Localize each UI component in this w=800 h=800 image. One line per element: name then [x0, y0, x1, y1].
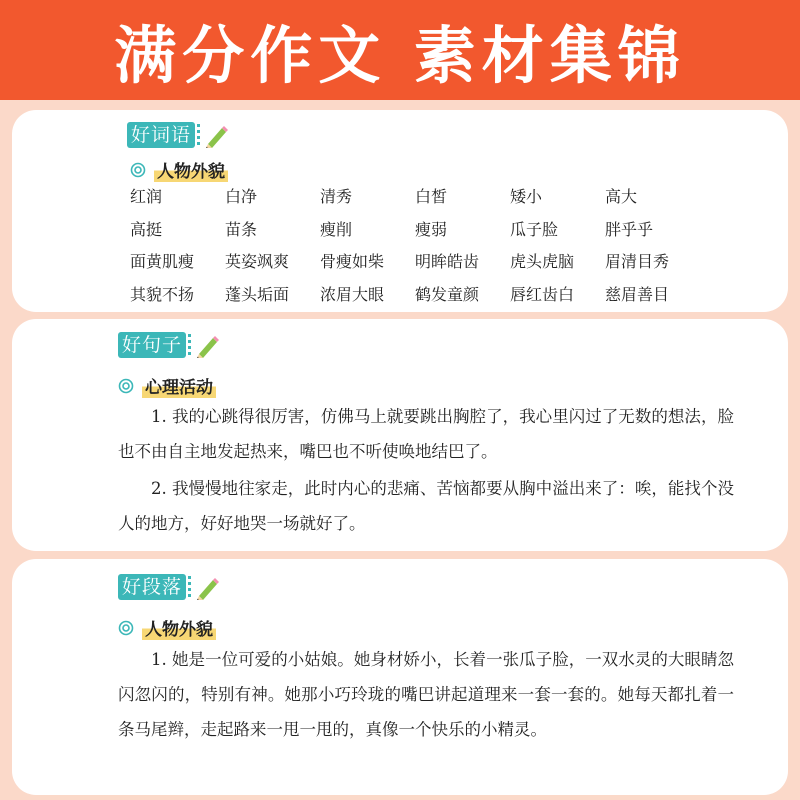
word-item: 瓜子脸	[510, 219, 559, 239]
header-banner	[0, 0, 800, 100]
word-item: 白皙	[415, 187, 448, 206]
word-item: 胖乎乎	[605, 219, 654, 239]
good-sentences-card	[12, 319, 788, 551]
word-item: 高大	[605, 187, 638, 206]
word-item: 瘦弱	[415, 219, 448, 239]
double-circle-icon	[118, 378, 134, 394]
double-circle-icon	[118, 620, 134, 636]
section-label: 人物外貌	[142, 615, 216, 640]
word-item: 矮小	[510, 187, 543, 206]
good-paragraphs-card	[12, 559, 788, 795]
word-item: 慈眉善目	[605, 284, 670, 304]
section-heading	[118, 373, 216, 398]
tag-label: 好句子	[118, 332, 186, 358]
pencil-icon	[193, 332, 219, 358]
word-item: 瘦削	[320, 219, 353, 239]
tag-label: 好词语	[127, 122, 195, 148]
section-heading	[130, 157, 228, 182]
word-item: 其貌不扬	[130, 284, 195, 304]
tag-dots-decoration	[197, 124, 200, 146]
word-item: 眉清目秀	[605, 252, 670, 271]
tag-label: 好段落	[118, 574, 186, 600]
card-tag	[127, 122, 228, 148]
tag-dots-decoration	[188, 576, 191, 598]
word-item: 高挺	[130, 219, 163, 239]
word-item: 英姿飒爽	[225, 252, 290, 271]
sentence-paragraph: 2. 我慢慢地往家走，此时内心的悲痛、苦恼都要从胸中溢出来了：唉，能找个没人的地方，好好地哭一场就好了。	[118, 479, 734, 533]
section-label: 心理活动	[142, 373, 216, 398]
paragraph-text: 1. 她是一位可爱的小姑娘。她身材娇小，长着一张瓜子脸，一双水灵的大眼睛忽闪忽闪的，特别有神。她那小巧玲珑的嘴巴讲起道理来一套一套的。她每天都扎着一条马尾辫，走起路来一甩一甩的，真像一个快乐的小精灵。	[118, 650, 734, 739]
word-item: 明眸皓齿	[415, 252, 480, 271]
word-grid	[130, 184, 700, 314]
word-item: 清秀	[320, 187, 353, 206]
word-item: 白净	[225, 187, 258, 206]
word-item: 苗条	[225, 219, 258, 239]
banner-title: 满分作文 素材集锦	[114, 18, 686, 92]
word-item: 红润	[130, 187, 163, 206]
sentence-paragraph: 1. 我的心跳得很厉害，仿佛马上就要跳出胸腔了，我心里闪过了无数的想法，脸也不由自主地发起热来，嘴巴也不听使唤地结巴了。	[118, 407, 734, 461]
word-item: 虎头虎脑	[510, 252, 575, 271]
double-circle-icon	[130, 162, 146, 178]
tag-dots-decoration	[188, 334, 191, 356]
word-item: 浓眉大眼	[320, 284, 385, 304]
word-item: 唇红齿白	[510, 284, 575, 304]
pencil-icon	[193, 574, 219, 600]
word-item: 蓬头垢面	[225, 284, 290, 304]
card-tag	[118, 574, 219, 600]
section-heading	[118, 615, 216, 640]
word-item: 鹤发童颜	[415, 284, 480, 304]
word-item: 骨瘦如柴	[320, 252, 385, 271]
pencil-icon	[202, 122, 228, 148]
section-label: 人物外貌	[154, 157, 228, 182]
card-tag	[118, 332, 219, 358]
word-item: 面黄肌瘦	[130, 252, 195, 271]
good-words-card	[12, 110, 788, 312]
